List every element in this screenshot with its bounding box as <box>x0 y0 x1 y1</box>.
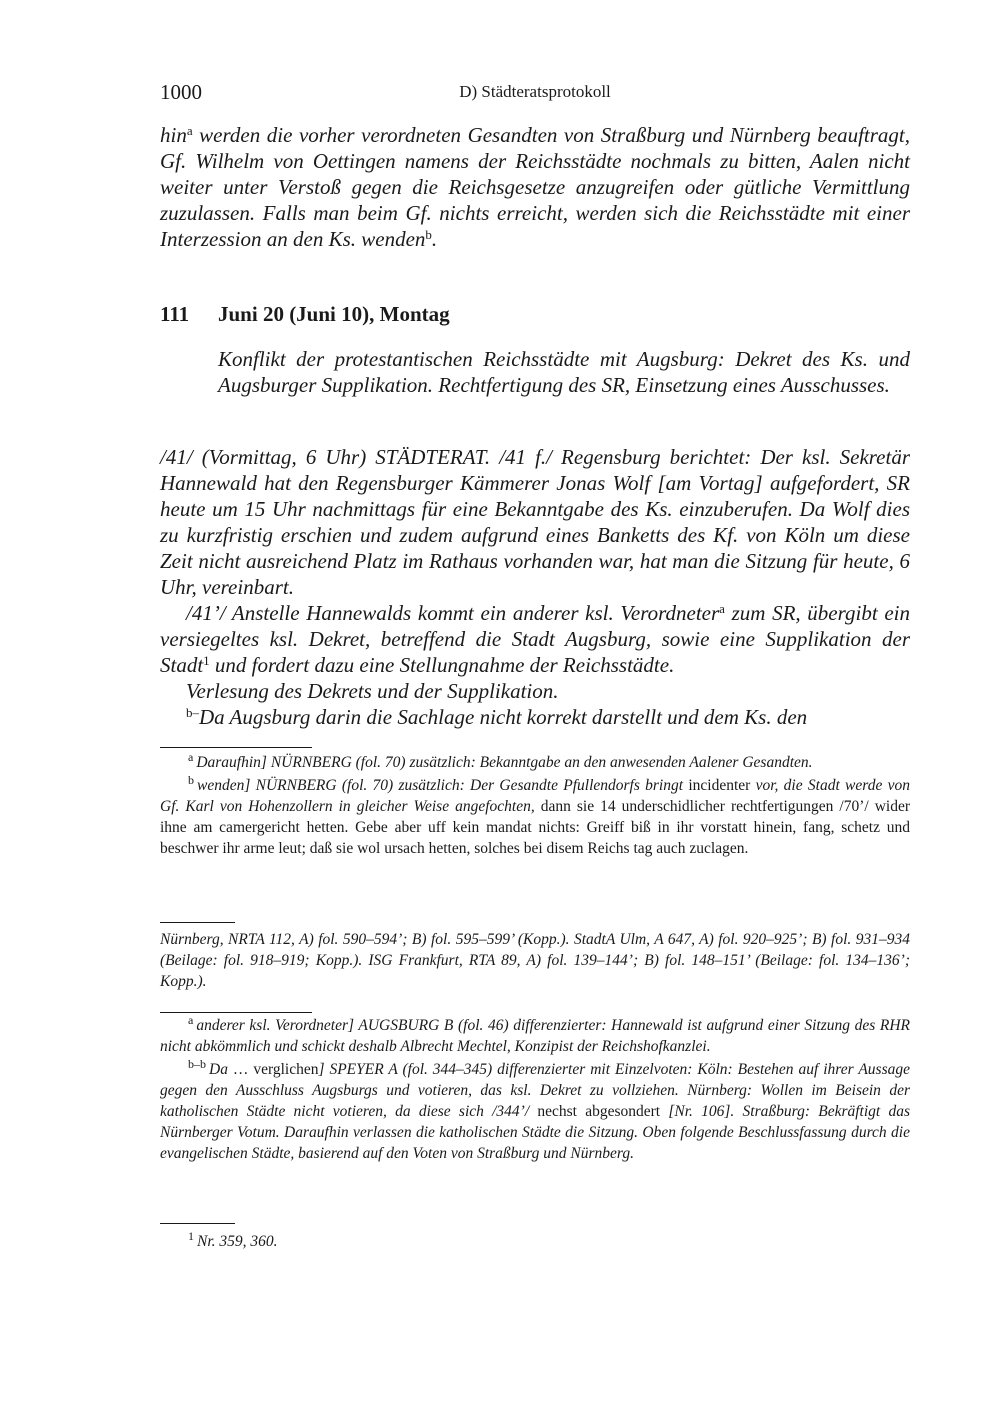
text-footnote-divider <box>160 1012 312 1013</box>
footnotes-text <box>160 1015 910 1166</box>
footnotes-previous <box>160 752 910 861</box>
entry-date: Juni 20 (Juni 10), Montag <box>218 302 450 326</box>
running-title: D) Städteratsprotokoll <box>459 82 611 101</box>
footnote-text: anderer ksl. Verordneter] AUGSBURG B (fol. 46) differenzierter: Hannewald ist aufgrund einer Sitzung des RHR nicht abkömmlich und schickt deshalb Albrecht Mechtel, Konzipist der Reichshofkanzlei. <box>160 1017 910 1055</box>
footnote-text: [Nr. 106]. Straßburg: Bekräftigt das Nürnberger Votum. Daraufhin verlassen die katholischen Städte die Sitzung. Oben folgende Beschlussfassung durch die evangelischen Städte, basierend auf den Voten von Straßburg und Nürnberg. <box>160 1103 910 1162</box>
entry-heading <box>160 300 910 328</box>
footnote-b <box>160 775 910 859</box>
footnote-text-roman: nechst abgesondert <box>529 1103 669 1120</box>
body-p2-text-a: /41’/ Anstelle Hannewalds kommt ein anderer ksl. Verordneter <box>186 601 720 625</box>
footnote-text: ] SPEYER A (fol. 344–345) differenzierter mit Einzelvoten: Köln: Bestehen auf ihrer Aussage gegen den Ausschluss Augsburgs und votieren, das ksl. Dekret zu vollziehen. Nürnberg: Wollen im Beisein der katholischen Städte nicht votieren, da diese sich /344’/ <box>160 1061 910 1120</box>
footnote-text: Nr. 359, 360. <box>197 1233 278 1250</box>
footnote-divider <box>160 747 312 748</box>
footnote-ref-b-open[interactable]: b– <box>186 705 199 720</box>
numeric-footnote-divider <box>160 1223 235 1224</box>
body-p4-text: Da Augsburg darin die Sachlage nicht korrekt darstellt und dem Ks. den <box>199 705 808 729</box>
footnote-text: wenden] NÜRNBERG (fol. 70) zusätzlich: Der Gesandte Pfullendorfs bringt <box>197 777 684 794</box>
page-number: 1000 <box>160 80 202 104</box>
entry-number: 111 <box>160 302 190 326</box>
sources-divider <box>160 922 235 923</box>
footnote-lemma: Da <box>209 1061 228 1078</box>
intro-text-end: . <box>431 227 438 251</box>
footnote-mark: a <box>188 1013 194 1027</box>
footnote-text: vor, die Stadt werde von Gf. Karl von Hohenzollern in gleicher Weise angefochten, <box>160 777 910 815</box>
footnote-ref-b[interactable]: b <box>425 227 432 242</box>
entry-body <box>160 444 910 730</box>
body-paragraph-2 <box>160 600 910 678</box>
body-paragraph-4 <box>160 704 910 730</box>
footnote-a <box>160 1015 910 1057</box>
body-paragraph-3: Verlesung des Dekrets und der Supplikation. <box>186 679 559 703</box>
footnotes-numeric <box>160 1231 910 1254</box>
intro-paragraph <box>160 122 910 252</box>
footnote-text: Daraufhin] NÜRNBERG (fol. 70) zusätzlich: Bekanntgabe an den anwesenden Aalener Gesandten. <box>196 754 813 771</box>
footnote-ref-a[interactable]: a <box>719 601 725 616</box>
footnote-1 <box>160 1231 910 1252</box>
body-p2-text-c: und fordert dazu eine Stellungnahme der Reichsstädte. <box>209 653 675 677</box>
body-paragraph-1: /41/ (Vormittag, 6 Uhr) STÄDTERAT. /41 f./ Regensburg berichtet: Der ksl. Sekretär Hannewald hat den Regensburger Kämmerer Jonas Wolf [am Vortag] aufgefordert, SR heute um 15 Uhr nachmittags für eine Bekanntgabe des Ks. einzuberufen. Da Wolf dies zu kurzfristig erschien und zudem aufgrund eines Banketts des Kf. von Köln um diese Zeit nicht ausreichend Platz im Rathaus vorhanden war, hat man die Sitzung für heute, 6 Uhr, vereinbart. <box>160 445 910 599</box>
footnote-mark: 1 <box>188 1229 194 1243</box>
footnote-ref-1[interactable]: 1 <box>203 653 210 668</box>
entry-summary: Konflikt der protestantischen Reichsstädte mit Augsburg: Dekret des Ks. und Augsburger Supplikation. Rechtfertigung des SR, Einsetzung eines Ausschusses. <box>218 347 910 397</box>
footnote-a <box>160 752 910 773</box>
footnote-text-roman: incidenter <box>683 777 756 794</box>
body-p2-text-b: zum SR, übergibt ein versiegeltes ksl. Dekret, betreffend die Stadt Augsburg, sowie eine Supplikation der Stadt <box>160 601 910 677</box>
page-header <box>160 80 910 106</box>
footnote-mark: a <box>188 750 194 764</box>
sources-note: Nürnberg, NRTA 112, A) fol. 590–594’; B) fol. 595–599’ (Kopp.). StadtA Ulm, A 647, A) fol. 920–925’; B) fol. 931–934 (Beilage: fol. 918–919; Kopp.). ISG Frankfurt, RTA 89, A) fol. 139–144’; B) fol. 148–151’ (Beilage: fol. 134–136’; Kopp.). <box>160 931 910 990</box>
intro-text-body: werden die vorher verordneten Gesandten von Straßburg und Nürnberg beauftragt, Gf. Wilhelm von Oettingen namens der Reichsstädte nochmals zu bitten, Aalen nicht weiter unter Verstoß gegen die Reichsgesetze anzugreifen oder gütliche Vermittlung zuzulassen. Falls man beim Gf. nichts erreicht, werden sich die Reichsstädte mit einer Interzession an den Ks. wenden <box>160 123 910 251</box>
footnote-b-b <box>160 1059 910 1164</box>
footnote-text-roman: dann sie 14 underschidlicher rechtfertigungen /70’/ wider ihne am camergericht hetten. Gebe aber uff kein mandat nichts: Greiff biß in ihr vorstatt hinein, fang, schetz und beschwer ihr arme leut; daß sie wol ursach hetten, solches bei disem Reichs tag auch zuclagen. <box>160 798 910 857</box>
footnote-mark: b <box>188 773 194 787</box>
footnote-ref-a[interactable]: a <box>186 123 193 138</box>
footnote-mark: b–b <box>188 1057 206 1071</box>
intro-text-start: hin <box>160 123 187 147</box>
footnote-lemma-roman: … verglichen <box>227 1061 319 1078</box>
